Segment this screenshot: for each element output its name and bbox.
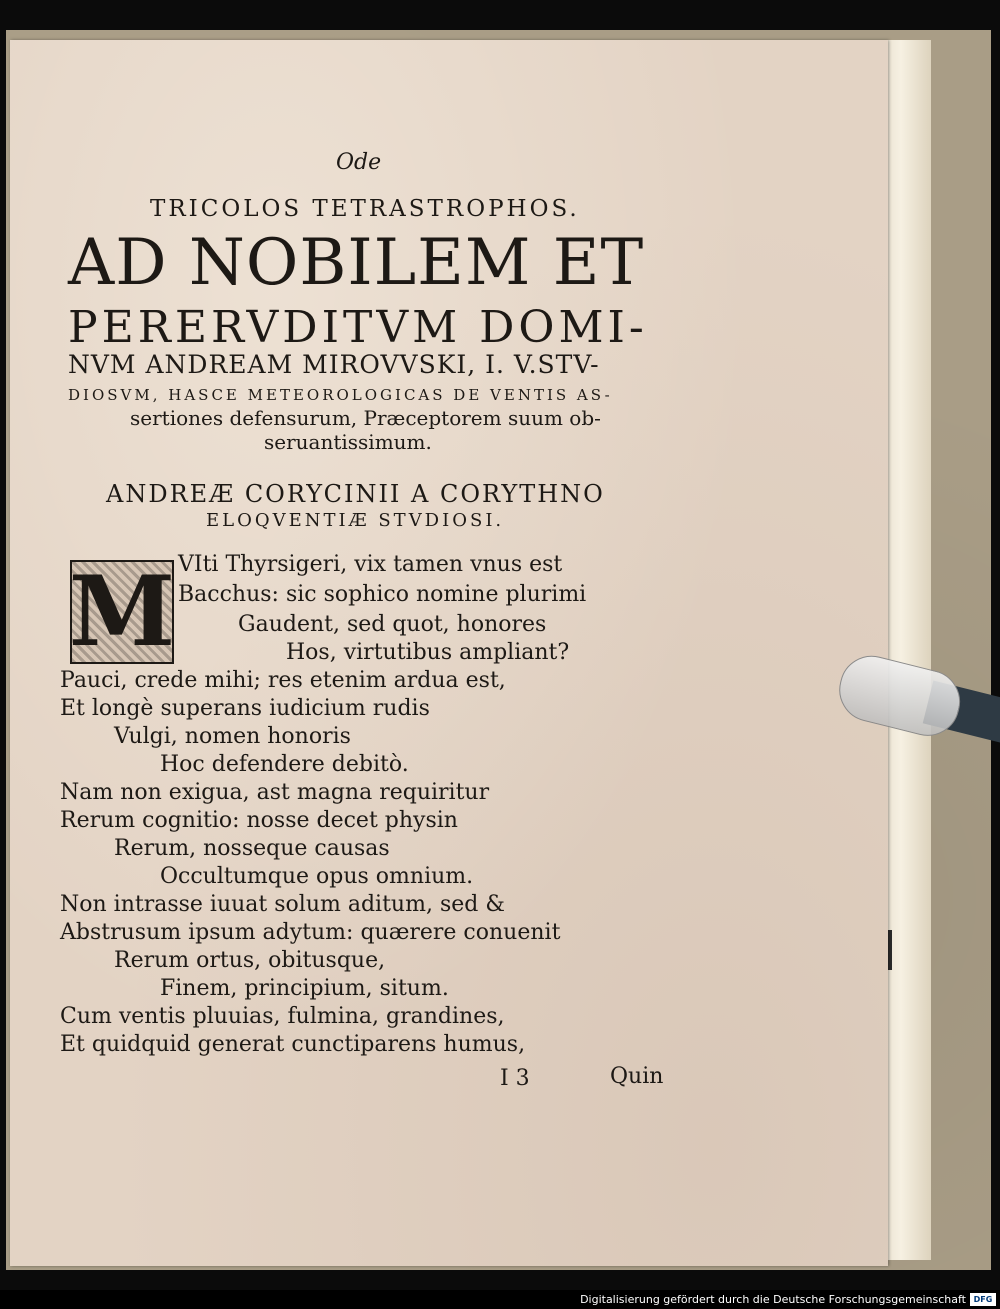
decorated-initial — [68, 555, 176, 668]
verse-line: Cum ventis pluuias, fulmina, grandines, — [60, 1004, 505, 1029]
verse-line: Non intrasse iuuat solum aditum, sed & — [60, 892, 505, 917]
verse-line: VIti Thyrsigeri, vix tamen vnus est — [178, 552, 563, 577]
verse-line: Vulgi, nomen honoris — [114, 724, 351, 749]
verse-line: Et longè superans iudicium rudis — [60, 696, 430, 721]
verse-line: Et quidquid generat cunctiparens humus, — [60, 1032, 526, 1057]
title-line-4: DIOSVM, HASCE METEOROLOGICAS DE VENTIS AS- — [68, 386, 613, 404]
author-line: ANDREÆ CORYCINII A CORYTHNO — [106, 480, 605, 508]
funding-banner — [0, 1290, 1000, 1309]
verse-line: Gaudent, sed quot, honores — [238, 612, 547, 637]
verse-line: Rerum ortus, obitusque, — [114, 948, 386, 973]
title-line-2: PERERVDITVM DOMI- — [68, 302, 648, 353]
book-page — [10, 40, 888, 1266]
verse-line: Rerum, nosseque causas — [114, 836, 390, 861]
dfg-logo-icon: DFG — [970, 1293, 996, 1306]
title-line-1: AD NOBILEM ET — [68, 226, 645, 300]
initial-letter: M — [68, 555, 176, 668]
verse-line: Pauci, crede mihi; res etenim ardua est, — [60, 668, 506, 693]
verse-line: Finem, principium, situm. — [160, 976, 449, 1001]
ode-heading: Ode — [336, 150, 382, 175]
verse-line: Hos, virtutibus ampliant? — [286, 640, 570, 665]
title-line-5: sertiones defensurum, Præceptorem suum ob- — [130, 406, 601, 430]
verse-line: Hoc defendere debitò. — [160, 752, 409, 777]
banner-text: Digitalisierung gefördert durch die Deutsche Forschungsgemeinschaft — [580, 1293, 966, 1306]
signature-mark: I 3 — [500, 1066, 530, 1091]
verse-line: Bacchus: sic sophico nomine plurimi — [178, 582, 587, 607]
subtitle: TRICOLOS TETRASTROPHOS. — [150, 196, 580, 222]
verse-line: Occultumque opus omnium. — [160, 864, 474, 889]
title-line-3: NVM ANDREAM MIROVVSKI, I. V.STV- — [68, 350, 600, 379]
title-line-6: seruantissimum. — [264, 430, 432, 454]
verse-line: Nam non exigua, ast magna requiritur — [60, 780, 490, 805]
verse-line: Abstrusum ipsum adytum: quærere conuenit — [60, 920, 561, 945]
author-description: ELOQVENTIÆ STVDIOSI. — [206, 510, 505, 531]
catchword: Quin — [610, 1064, 664, 1089]
verse-line: Rerum cognitio: nosse decet physin — [60, 808, 458, 833]
